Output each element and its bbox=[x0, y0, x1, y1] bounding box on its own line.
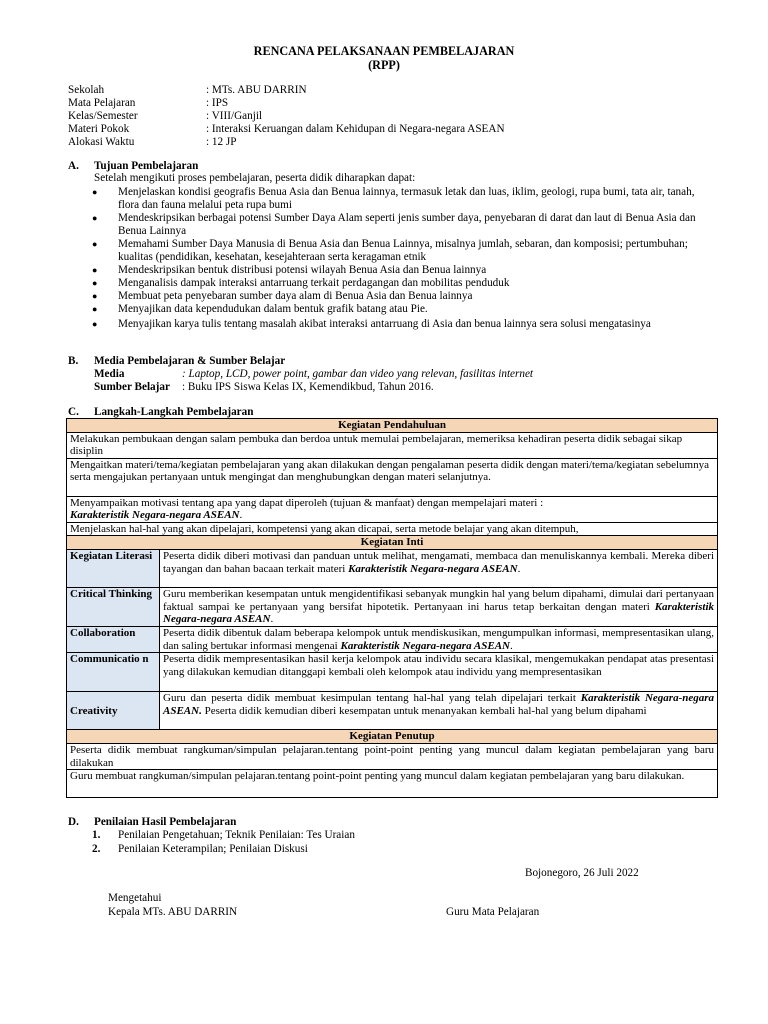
table-row bbox=[67, 653, 718, 692]
bullet-icon: ● bbox=[92, 304, 98, 314]
table-row bbox=[67, 744, 718, 770]
section-number: C. bbox=[68, 406, 79, 418]
table-row bbox=[67, 588, 718, 627]
table-row bbox=[67, 433, 718, 459]
identity-row bbox=[68, 136, 708, 149]
activity-label: Collaboration bbox=[67, 627, 160, 653]
material-emphasis: Karakteristik Negara-negara ASEAN. bbox=[163, 692, 715, 717]
inti-header: Kegiatan Inti bbox=[67, 536, 718, 550]
teacher-role: Guru Mata Pelajaran bbox=[446, 906, 540, 918]
cell-text-end: . bbox=[239, 509, 243, 522]
list-item-text: Mendeskripsikan berbagai potensi Sumber Daya Alam seperti jenis sumber daya, penyebaran di darat dan laut di Benua Asia dan Benua Lainnya bbox=[118, 212, 696, 237]
section-number: D. bbox=[68, 816, 79, 828]
principal-role: Kepala MTs. ABU DARRIN bbox=[108, 906, 238, 918]
table-row bbox=[67, 523, 718, 536]
activity-description bbox=[160, 692, 718, 730]
cell-text-end: . bbox=[270, 612, 274, 625]
acknowledge-label: Mengetahui bbox=[108, 892, 162, 904]
bullet-icon: ● bbox=[92, 187, 98, 197]
bullet-icon: ● bbox=[92, 319, 98, 329]
activity-label: Critical Thinking bbox=[67, 588, 160, 627]
cell-text: Peserta didik diberi motivasi dan panduan untuk melihat, mengamati, membaca dan menuliskannya kembali. Mereka diberi tayangan dan bahan bacaan terkait materi bbox=[163, 550, 715, 575]
section-c-heading bbox=[68, 405, 253, 419]
bullet-icon: ● bbox=[92, 278, 98, 288]
identity-row bbox=[68, 84, 708, 97]
table-row bbox=[67, 497, 718, 523]
cell-text-end: . bbox=[510, 639, 513, 652]
identity-label: Sekolah bbox=[68, 84, 105, 96]
activity-label: Kegiatan Literasi bbox=[67, 550, 160, 588]
pendahuluan-cell bbox=[67, 497, 718, 523]
section-title: Langkah-Langkah Pembelajaran bbox=[94, 406, 254, 418]
pendahuluan-header: Kegiatan Pendahuluan bbox=[67, 419, 718, 433]
identity-label: Mata Pelajaran bbox=[68, 97, 136, 109]
list-item-text: Mendeskripsikan bentuk distribusi potensi wilayah Benua Asia dan Benua lainnya bbox=[118, 264, 487, 276]
section-title: Media Pembelajaran & Sumber Belajar bbox=[94, 355, 286, 367]
table-row bbox=[67, 550, 718, 588]
penutup-cell: Peserta didik membuat rangkuman/simpulan pelajaran.tentang point-point penting yang muncul dalam kegiatan pembelajaran yang baru dilakukan bbox=[67, 744, 718, 770]
assessment-number: 2. bbox=[92, 843, 101, 855]
list-item-text: Menyajikan karya tulis tentang masalah akibat interaksi antarruang di Asia dan benua lainnya sera solusi mengatasinya bbox=[118, 318, 651, 330]
cell-text: Guru dan peserta didik membuat kesimpulan tentang hal-hal yang telah dipelajari terkait bbox=[163, 692, 581, 705]
bullet-icon: ● bbox=[92, 213, 98, 223]
pendahuluan-cell: Menjelaskan hal-hal yang akan dipelajari, kompetensi yang akan dicapai, serta metode belajar yang akan ditempuh, bbox=[67, 523, 718, 536]
bullet-icon: ● bbox=[92, 291, 98, 301]
assessment-item: Penilaian Keterampilan; Penilaian Diskusi bbox=[118, 843, 308, 855]
material-emphasis: Karakteristik Negara-negara ASEAN bbox=[348, 562, 518, 575]
identity-label: Alokasi Waktu bbox=[68, 136, 135, 148]
penutup-header: Kegiatan Penutup bbox=[67, 730, 718, 744]
identity-value: : MTs. ABU DARRIN bbox=[206, 84, 307, 96]
learning-steps-table bbox=[66, 418, 718, 798]
cell-text-end: Peserta didik kemudian diberi kesempatan untuk menanyakan kembali hal-hal yang belum dipahami bbox=[201, 704, 647, 717]
pendahuluan-cell: Mengaitkan materi/tema/kegiatan pembelajaran yang akan dilakukan dengan pengalaman peserta didik dengan materi/tema/kegiatan sebelumnya serta mengajukan pertanyaan untuk mengingat dan menghubungkan dengan materi selanjutnya. bbox=[67, 459, 718, 497]
section-d-heading bbox=[68, 815, 236, 829]
material-emphasis: Karakteristik Negara-negara ASEAN bbox=[340, 639, 510, 652]
material-emphasis: Karakteristik Negara-negara ASEAN bbox=[163, 600, 715, 625]
document-subtitle: (RPP) bbox=[368, 58, 400, 72]
cell-text: Peserta didik dibentuk dalam beberapa kelompok untuk mendiskusikan, mengumpulkan informasi, mempresentasikan ulang, dan saling bertukar informasi mengenai bbox=[163, 627, 715, 652]
assessment-item: Penilaian Pengetahuan; Teknik Penilaian: Tes Uraian bbox=[118, 829, 355, 841]
identity-value: : Interaksi Keruangan dalam Kehidupan di Negara-negara ASEAN bbox=[206, 123, 505, 135]
activity-description bbox=[160, 588, 718, 627]
media-label: Media bbox=[94, 368, 125, 380]
cell-text: Menyampaikan motivasi tentang apa yang dapat diperoleh (tujuan & manfaat) dengan mempelajari materi : bbox=[70, 497, 544, 509]
list-item-text: Membuat peta penyebaran sumber daya alam di Benua Asia dan Benua lainnya bbox=[118, 290, 473, 302]
media-value: : Laptop, LCD, power point, gambar dan video yang relevan, fasilitas internet bbox=[182, 368, 534, 380]
activity-label: Creativity bbox=[67, 692, 160, 730]
table-row bbox=[67, 730, 718, 744]
activity-description bbox=[160, 627, 718, 653]
list-item-text: Memahami Sumber Daya Manusia di Benua Asia dan Benua Lainnya, misalnya jumlah, sebaran, dan komposisi; pertumbuhan; kualitas (pendidikan, kesehatan, kesejahteraan serta keragaman etnik bbox=[118, 238, 688, 263]
section-a-heading bbox=[68, 159, 198, 173]
cell-text: Peserta didik mempresentasikan hasil kerja kelompok atau individu secara klasikal, mengemukakan pendapat atas presentasi yang dilakukan kemudian ditanggapi kembali oleh kelompok atau individu yang mempresentasikan bbox=[163, 653, 715, 678]
table-row bbox=[67, 627, 718, 653]
section-a-intro: Setelah mengikuti proses pembelajaran, peserta didik diharapkan dapat: bbox=[94, 172, 416, 184]
identity-label: Materi Pokok bbox=[68, 123, 130, 135]
bullet-icon: ● bbox=[92, 239, 98, 249]
table-row bbox=[67, 419, 718, 433]
identity-label: Kelas/Semester bbox=[68, 110, 138, 122]
pendahuluan-cell: Melakukan pembukaan dengan salam pembuka dan berdoa untuk memulai pembelajaran, memeriksa kehadiran peserta didik sebagai sikap disiplin bbox=[67, 433, 718, 459]
section-number: B. bbox=[68, 355, 79, 367]
identity-value: : 12 JP bbox=[206, 136, 237, 148]
section-b-heading bbox=[68, 354, 285, 368]
place-date: Bojonegoro, 26 Juli 2022 bbox=[525, 867, 639, 879]
document-title: RENCANA PELAKSANAAN PEMBELAJARAN bbox=[253, 44, 515, 58]
section-number: A. bbox=[68, 160, 79, 172]
section-title: Penilaian Hasil Pembelajaran bbox=[94, 816, 237, 828]
cell-text-end: . bbox=[517, 562, 521, 575]
bullet-icon: ● bbox=[92, 265, 98, 275]
list-item-text: Menjelaskan kondisi geografis Benua Asia dan Benua lainnya, termasuk letak dan luas, iklim, geologi, rupa bumi, tata air, tanah, flora dan fauna melalui peta rupa bumi bbox=[118, 186, 695, 211]
table-row bbox=[67, 459, 718, 497]
list-item-text: Menyajikan data kependudukan dalam bentuk grafik batang atau Pie. bbox=[118, 303, 428, 315]
table-row bbox=[67, 536, 718, 550]
source-value: : Buku IPS Siswa Kelas IX, Kemendikbud, Tahun 2016. bbox=[182, 381, 434, 393]
table-row bbox=[67, 692, 718, 730]
identity-row bbox=[68, 97, 708, 110]
table-row bbox=[67, 770, 718, 798]
identity-value: : VIII/Ganjil bbox=[206, 110, 263, 122]
activity-description bbox=[160, 550, 718, 588]
cell-text: Guru memberikan kesempatan untuk mengidentifikasi sebanyak mungkin hal yang belum dipahami, dimulai dari pertanyaan faktual sampai ke pertanyaan yang bersifat hipotetik. Pertanyaan ini harus tetap berkaitan dengan materi bbox=[163, 588, 715, 613]
material-emphasis: Karakteristik Negara-negara ASEAN bbox=[70, 509, 240, 522]
list-item-text: Menganalisis dampak interaksi antarruang terkait perdagangan dan mobilitas penduduk bbox=[118, 277, 510, 289]
identity-row bbox=[68, 110, 708, 123]
section-title: Tujuan Pembelajaran bbox=[94, 160, 199, 172]
source-label: Sumber Belajar bbox=[94, 381, 170, 393]
penutup-cell: Guru membuat rangkuman/simpulan pelajaran.tentang point-point penting yang muncul dalam kegiatan pembelajaran yang baru dilakukan. bbox=[67, 770, 718, 798]
activity-description bbox=[160, 653, 718, 692]
activity-label: Communicatio n bbox=[67, 653, 160, 692]
identity-value: : IPS bbox=[206, 97, 229, 109]
assessment-number: 1. bbox=[92, 829, 101, 841]
identity-row bbox=[68, 123, 708, 136]
